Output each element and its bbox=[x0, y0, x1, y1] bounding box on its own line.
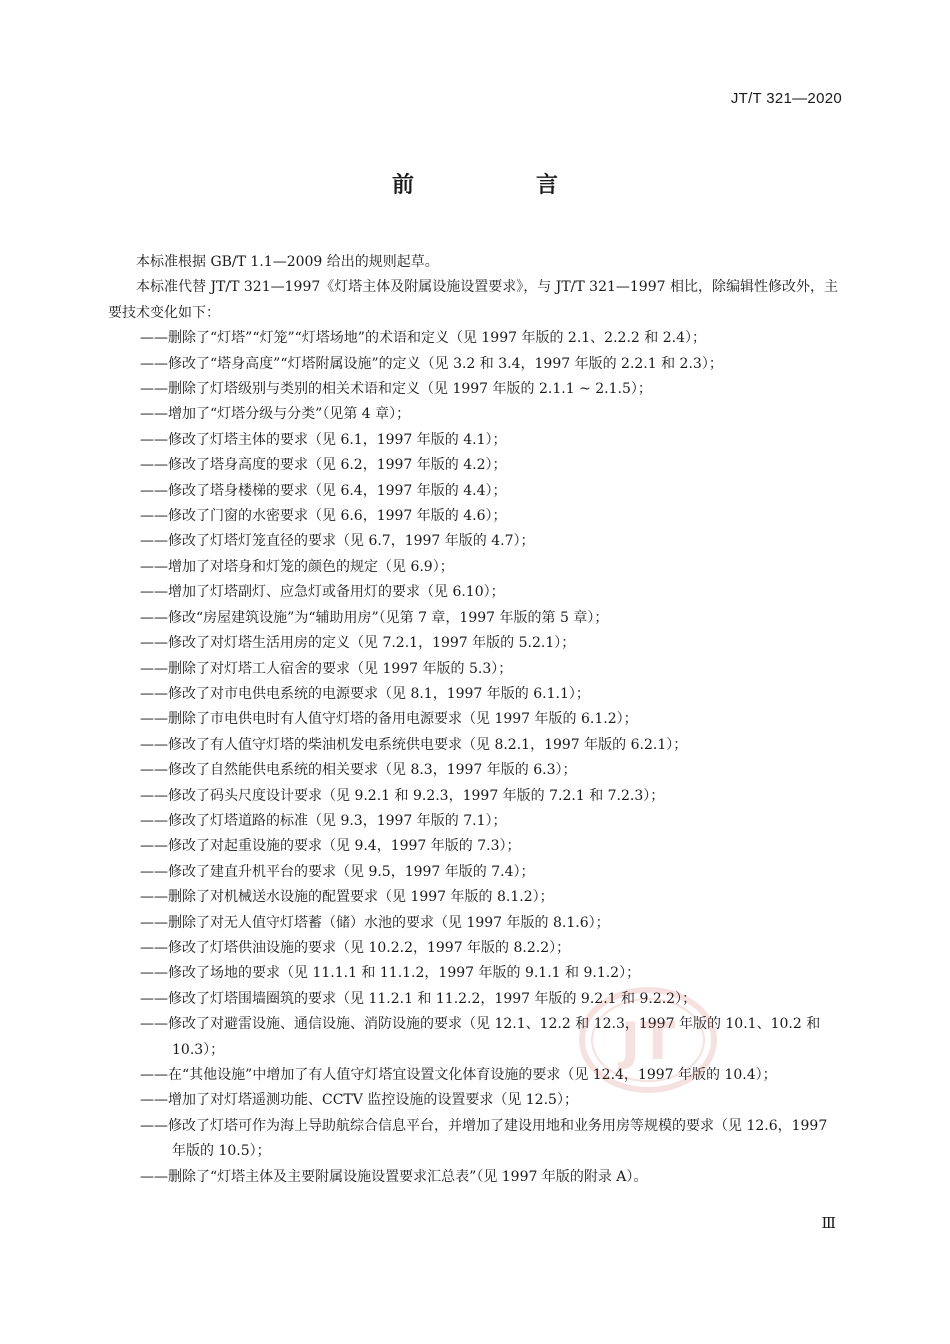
change-item: ——删除了灯塔级别与类别的相关术语和定义（见 1997 年版的 2.1.1 ~ 2.1.5）； bbox=[140, 381, 652, 398]
change-list bbox=[108, 326, 844, 1190]
intro-paragraph: 本标准代替 JT/T 321—1997《灯塔主体及附属设施设置要求》，与 JT/T 321—1997 相比，除编辑性修改外，主要技术变化如下： bbox=[108, 279, 838, 321]
change-item: ——修改了对灯塔生活用房的定义（见 7.2.1，1997 年版的 5.2.1）； bbox=[140, 635, 576, 652]
change-item: ——删除了对灯塔工人宿舍的要求（见 1997 年版的 5.3）； bbox=[140, 660, 513, 677]
document-code: JT/T 321—2020 bbox=[730, 90, 842, 107]
document-body bbox=[108, 250, 844, 1190]
change-item: ——修改了灯塔供油设施的要求（见 10.2.2，1997 年版的 8.2.2）； bbox=[140, 939, 571, 956]
page-title: 前 言 bbox=[391, 173, 608, 198]
intro-paragraph: 本标准根据 GB/T 1.1—2009 给出的规则起草。 bbox=[136, 254, 439, 270]
change-item: ——修改了“塔身高度”“灯塔附属设施”的定义（见 3.2 和 3.4，1997 年版的 2.2.1 和 2.3）； bbox=[140, 355, 723, 372]
change-item: ——在“其他设施”中增加了有人值守灯塔宜设置文化体育设施的要求（见 12.4，1997 年版的 10.4）； bbox=[140, 1067, 777, 1083]
jt-seal-watermark bbox=[578, 985, 718, 1095]
change-item: ——删除了对机械送水设施的配置要求（见 1997 年版的 8.1.2）； bbox=[140, 889, 554, 906]
change-item: ——修改了灯塔道路的标准（见 9.3，1997 年版的 7.1）； bbox=[140, 812, 507, 829]
change-item: ——删除了“灯塔”“灯笼”“灯塔场地”的术语和定义（见 1997 年版的 2.1、2.2.2 和 2.4）； bbox=[140, 330, 706, 347]
change-item: ——修改“房屋建筑设施”为“辅助用房”（见第 7 章，1997 年版的第 5 章）； bbox=[140, 609, 609, 626]
change-item: ——修改了有人值守灯塔的柴油机发电系统供电要求（见 8.2.1，1997 年版的 6.2.1）； bbox=[140, 736, 688, 753]
change-item: ——修改了码头尺度设计要求（见 9.2.1 和 9.2.3，1997 年版的 7.2.1 和 7.2.3）； bbox=[140, 787, 665, 804]
change-item: ——增加了“灯塔分级与分类”（见第 4 章）； bbox=[140, 406, 411, 423]
change-item: ——修改了场地的要求（见 11.1.1 和 11.1.2，1997 年版的 9.1.1 和 9.1.2）； bbox=[140, 965, 641, 982]
change-item: ——修改了对起重设施的要求（见 9.4，1997 年版的 7.3）； bbox=[140, 838, 521, 855]
change-item: ——修改了自然能供电系统的相关要求（见 8.3，1997 年版的 6.3）； bbox=[140, 762, 577, 779]
change-item: ——修改了塔身高度的要求（见 6.2，1997 年版的 4.2）； bbox=[140, 457, 507, 474]
change-item: ——删除了“灯塔主体及主要附属设施设置要求汇总表”（见 1997 年版的附录 A）。 bbox=[140, 1168, 648, 1185]
change-item: ——修改了灯塔主体的要求（见 6.1，1997 年版的 4.1）； bbox=[140, 431, 507, 448]
change-item: ——修改了建直升机平台的要求（见 9.5，1997 年版的 7.4）； bbox=[140, 863, 535, 880]
change-item: ——删除了对无人值守灯塔蓄（储）水池的要求（见 1997 年版的 8.1.6）； bbox=[140, 914, 610, 931]
change-item: ——删除了市电供电时有人值守灯塔的备用电源要求（见 1997 年版的 6.1.2）； bbox=[140, 711, 638, 728]
change-item: ——增加了灯塔副灯、应急灯或备用灯的要求（见 6.10）； bbox=[140, 584, 505, 601]
change-item: ——修改了灯塔围墙圈筑的要求（见 11.2.1 和 11.2.2，1997 年版的 9.2.1 和 9.2.2）； bbox=[140, 990, 697, 1007]
change-item: ——修改了门窗的水密要求（见 6.6，1997 年版的 4.6）； bbox=[140, 508, 507, 525]
change-item: ——增加了对塔身和灯笼的颜色的规定（见 6.9）； bbox=[140, 558, 454, 575]
change-item: ——修改了灯塔可作为海上导助航综合信息平台，并增加了建设用地和业务用房等规模的要求（见 12.6，1997 年版的 10.5）； bbox=[140, 1117, 828, 1160]
change-item: ——增加了对灯塔遥测功能、CCTV 监控设施的设置要求（见 12.5）； bbox=[140, 1092, 578, 1109]
watermark-text: JT bbox=[620, 1012, 676, 1072]
change-item: ——修改了灯塔灯笼直径的要求（见 6.7，1997 年版的 4.7）； bbox=[140, 533, 535, 550]
page-number: Ⅲ bbox=[821, 1214, 836, 1232]
change-item: ——修改了对市电供电系统的电源要求（见 8.1，1997 年版的 6.1.1）； bbox=[140, 685, 590, 702]
change-item: ——修改了塔身楼梯的要求（见 6.4，1997 年版的 4.4）； bbox=[140, 482, 507, 499]
change-item: ——修改了对避雷设施、通信设施、消防设施的要求（见 12.1、12.2 和 12.3，1997 年版的 10.1、10.2 和 10.3）； bbox=[140, 1016, 821, 1058]
